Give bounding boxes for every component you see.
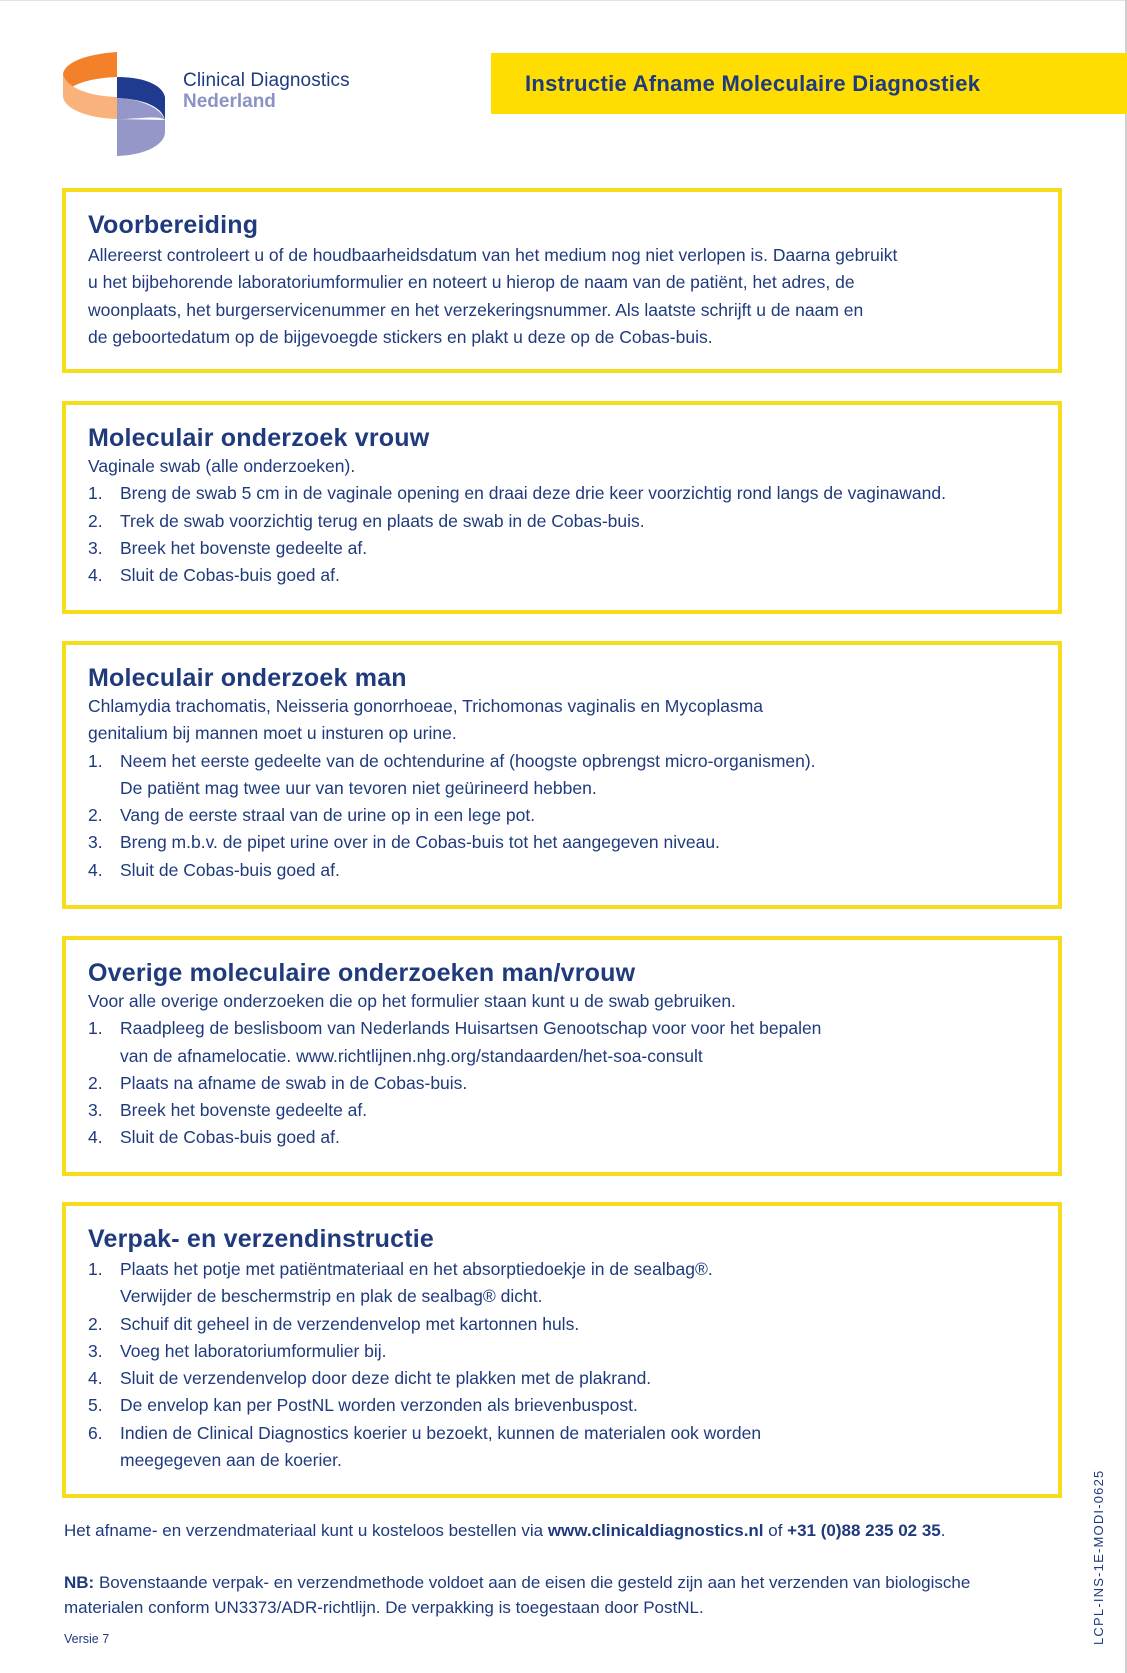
section-intro: Chlamydia trachomatis, Neisseria gonorrhoeae, Trichomonas vaginalis en Mycoplasma	[88, 696, 764, 716]
step-text: Schuif dit geheel in de verzendenvelop met kartonnen huls.	[120, 1313, 580, 1334]
step-list	[88, 1256, 1036, 1474]
step-text-continued: meegegeven aan de koerier.	[120, 1450, 342, 1471]
step-item	[88, 748, 1036, 803]
step-list	[88, 1015, 1036, 1151]
step-text: Breek het bovenste gedeelte af.	[120, 1100, 368, 1121]
step-text: Indien de Clinical Diagnostics koerier u bezoekt, kunnen de materialen ook worden	[120, 1422, 762, 1443]
step-number: 2.	[88, 510, 103, 531]
section-title: Verpak- en verzendinstructie	[88, 1225, 435, 1253]
step-item	[88, 829, 1036, 856]
section-title: Overige moleculaire onderzoeken man/vrouw	[88, 959, 636, 987]
nb-note	[64, 1570, 1024, 1620]
step-list	[88, 748, 1036, 884]
step-number: 5.	[88, 1395, 103, 1416]
nb-label: NB:	[64, 1573, 95, 1592]
step-number: 2.	[88, 805, 103, 826]
step-number: 3.	[88, 537, 103, 558]
step-item	[88, 1070, 1036, 1097]
section-title: Voorbereiding	[88, 211, 259, 239]
step-item	[88, 508, 1036, 535]
step-text: Plaats het potje met patiëntmateriaal en het absorptiedoekje in de sealbag®.	[120, 1259, 713, 1279]
step-text: Plaats na afname de swab in de Cobas-buis.	[120, 1072, 468, 1093]
step-item	[88, 1256, 1036, 1311]
section-paragraph-line: Allereerst controleert u of de houdbaarheidsdatum van het medium nog niet verlopen is. Daarna gebruikt	[88, 245, 898, 265]
section-intro: Voor alle overige onderzoeken die op het formulier staan kunt u de swab gebruiken.	[88, 991, 736, 1011]
step-text-continued: De patiënt mag twee uur van tevoren niet geürineerd hebben.	[120, 777, 597, 798]
step-number: 1.	[88, 750, 103, 771]
step-list	[88, 480, 1036, 589]
section-paragraph-line: de geboortedatum op de bijgevoegde stickers en plakt u deze op de Cobas-buis.	[88, 326, 713, 347]
step-number: 3.	[88, 832, 103, 853]
step-item	[88, 1097, 1036, 1124]
document-code: LCPL-INS-1E-MODI-0625	[1091, 1469, 1106, 1645]
step-item	[88, 1420, 1036, 1475]
step-text: Sluit de Cobas-buis goed af.	[120, 565, 340, 586]
brand-name-line1: Clinical Diagnostics	[183, 70, 350, 91]
section-intro: genitalium bij mannen moet u insturen op urine.	[88, 723, 457, 744]
step-number: 6.	[88, 1422, 103, 1443]
step-number: 2.	[88, 1313, 103, 1334]
website-link[interactable]: www.clinicaldiagnostics.nl	[547, 1521, 764, 1540]
order-text-or: of	[763, 1521, 788, 1540]
step-item	[88, 1338, 1036, 1365]
step-number: 2.	[88, 1072, 103, 1093]
clinical-diagnostics-logo-icon	[62, 52, 172, 156]
section-overige-onderzoeken	[62, 936, 1062, 1176]
nb-text: Bovenstaande verpak- en verzendmethode voldoet aan de eisen die gesteld zijn aan het verzenden van biologische materialen conform UN3373/ADR-richtlijn. De verpakking is toegestaan door PostNL.	[64, 1573, 971, 1617]
step-number: 4.	[88, 859, 103, 880]
step-text: Sluit de Cobas-buis goed af.	[120, 859, 340, 880]
section-onderzoek-vrouw	[62, 401, 1062, 614]
step-item	[88, 562, 1036, 589]
step-text: Trek de swab voorzichtig terug en plaats de swab in de Cobas-buis.	[120, 510, 645, 531]
step-text: Breng de swab 5 cm in de vaginale opening en draai deze drie keer voorzichtig rond langs de vaginawand.	[120, 483, 946, 504]
nhg-guideline-link[interactable]: van de afnamelocatie. www.richtlijnen.nhg.org/standaarden/het-soa-consult	[120, 1045, 703, 1066]
page-top-edge	[0, 0, 1127, 1]
step-item	[88, 1392, 1036, 1419]
step-item	[88, 535, 1036, 562]
section-title: Moleculair onderzoek man	[88, 664, 407, 692]
section-voorbereiding	[62, 188, 1062, 373]
step-number: 3.	[88, 1100, 103, 1121]
order-text-end: .	[940, 1521, 946, 1540]
step-text-continued: Verwijder de beschermstrip en plak de sealbag® dicht.	[120, 1286, 543, 1307]
step-item	[88, 857, 1036, 884]
step-item	[88, 802, 1036, 829]
step-text: Sluit de verzendenvelop door deze dicht te plakken met de plakrand.	[120, 1368, 652, 1389]
section-title: Moleculair onderzoek vrouw	[88, 424, 430, 452]
step-number: 3.	[88, 1340, 103, 1361]
section-verzendinstructie	[62, 1202, 1062, 1498]
step-text: Sluit de Cobas-buis goed af.	[120, 1127, 340, 1148]
step-item	[88, 1365, 1036, 1392]
brand-name-line2: Nederland	[183, 91, 276, 112]
brand-name	[183, 70, 350, 111]
section-intro: Vaginale swab (alle onderzoeken).	[88, 456, 356, 476]
step-text: Neem het eerste gedeelte van de ochtendurine af (hoogste opbrengst micro-organismen).	[120, 750, 816, 771]
step-item	[88, 1311, 1036, 1338]
section-onderzoek-man	[62, 641, 1062, 909]
step-number: 4.	[88, 565, 103, 586]
section-paragraph-line: u het bijbehorende laboratoriumformulier en noteert u hierop de naam van de patiënt, het adres, de	[88, 272, 855, 293]
step-number: 1.	[88, 1018, 103, 1039]
section-paragraph-line: woonplaats, het burgerservicenummer en het verzekeringsnummer. Als laatste schrijft u de naam en	[88, 299, 864, 320]
version-label: Versie 7	[64, 1632, 110, 1646]
step-item	[88, 480, 1036, 507]
step-text: Breng m.b.v. de pipet urine over in de Cobas-buis tot het aangegeven niveau.	[120, 832, 720, 853]
step-text: Breek het bovenste gedeelte af.	[120, 537, 368, 558]
step-item	[88, 1015, 1036, 1070]
order-info	[64, 1521, 946, 1541]
step-number: 1.	[88, 483, 103, 504]
phone-number[interactable]: +31 (0)88 235 02 35	[787, 1521, 941, 1540]
step-item	[88, 1124, 1036, 1151]
document-title: Instructie Afname Moleculaire Diagnostiek	[525, 70, 981, 96]
step-number: 4.	[88, 1368, 103, 1389]
step-number: 4.	[88, 1127, 103, 1148]
step-number: 1.	[88, 1259, 103, 1279]
step-text: De envelop kan per PostNL worden verzonden als brievenbuspost.	[120, 1395, 638, 1416]
step-text: Raadpleeg de beslisboom van Nederlands Huisartsen Genootschap voor voor het bepalen	[120, 1018, 822, 1039]
document-title-banner	[491, 53, 1127, 114]
step-text: Voeg het laboratoriumformulier bij.	[120, 1340, 387, 1361]
order-text: Het afname- en verzendmateriaal kunt u kosteloos bestellen via	[64, 1521, 548, 1540]
step-text: Vang de eerste straal van de urine op in een lege pot.	[120, 805, 536, 826]
